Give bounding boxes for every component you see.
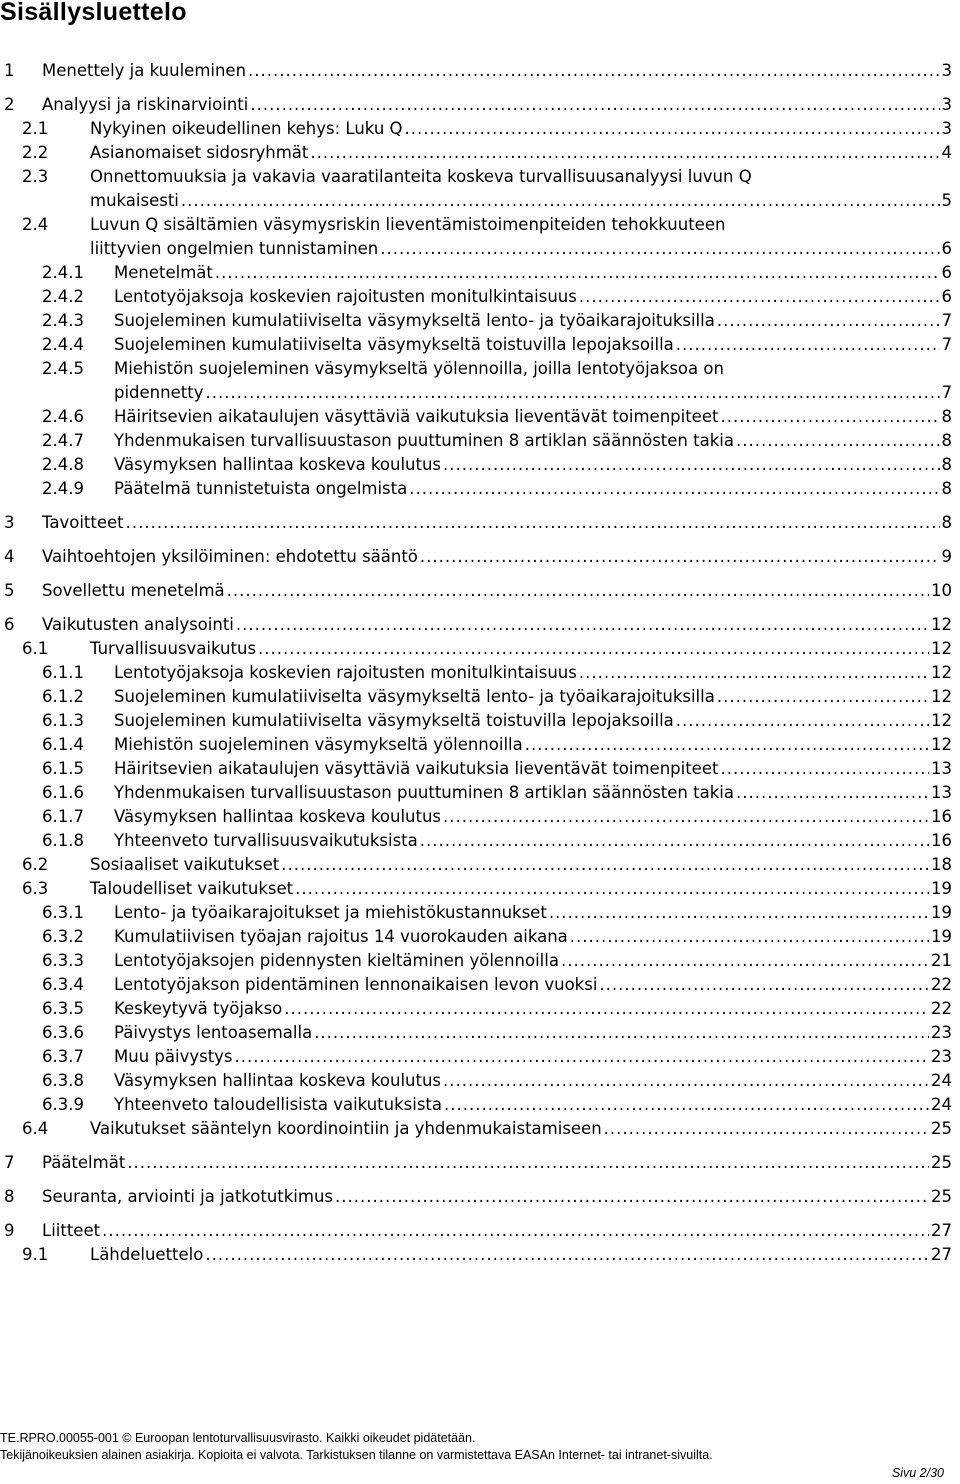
toc-entry-title: Yhteenveto turvallisuusvaikutuksista [114,831,418,850]
toc-entry-page: 10 [931,581,952,600]
toc-entry-page: 21 [931,951,952,970]
toc-entry-number: 6.1.3 [42,711,84,730]
dot-leader [281,854,929,876]
toc-entry[interactable] [0,1152,952,1174]
toc-entry-title-continued: mukaisesti [90,191,179,210]
dot-leader [181,190,940,212]
toc-entry-title: Menettely ja kuuleminen [42,61,247,80]
dot-leader [248,60,939,82]
toc-entry-number: 6.1.5 [42,759,84,778]
toc-entry-title: Seuranta, arviointi ja jatkotutkimus [42,1187,334,1206]
toc-entry-page: 7 [941,383,952,402]
toc-entry-page: 6 [941,239,952,258]
toc-entry-title-continued: pidennetty [114,383,204,402]
toc-entry-number: 9 [4,1221,15,1240]
toc-entry-title: Lentotyöjaksoja koskevien rajoitusten monitulkintaisuus [114,663,577,682]
dot-leader [335,1186,929,1208]
toc-entry-title: Liitteet [42,1221,101,1240]
toc-entry-page: 23 [931,1047,952,1066]
toc-entry[interactable] [0,854,952,876]
toc-entry[interactable] [0,1094,952,1116]
dot-leader [236,614,929,636]
footer-copyright: TE.RPRO.00055-001 © Euroopan lentoturvallisuusvirasto. Kaikki oikeudet pidätetään. [0,1431,476,1445]
toc-entry-title: Kumulatiivisen työajan rajoitus 14 vuorokauden aikana [114,927,568,946]
toc-entry[interactable] [0,1244,952,1266]
toc-entry-page: 12 [931,639,952,658]
toc-entry-title: Nykyinen oikeudellinen kehys: Luku Q [90,119,403,138]
toc-entry-page: 25 [931,1153,952,1172]
toc-entry-title: Vaihtoehtojen yksilöiminen: ehdotettu sääntö [42,547,418,566]
dot-leader [720,406,939,428]
toc-entry[interactable] [0,1118,952,1140]
dot-leader [604,1118,929,1140]
toc-entry-page: 24 [931,1095,952,1114]
toc-entry[interactable] [0,1046,952,1068]
toc-entry-number: 6.1.2 [42,687,84,706]
toc-entry[interactable] [0,580,952,602]
toc-entry-title: Sovellettu menetelmä [42,581,225,600]
toc-entry-page: 12 [931,615,952,634]
toc-entry[interactable] [0,334,952,356]
toc-entry-number: 8 [4,1187,15,1206]
toc-entry-page: 8 [941,431,952,450]
toc-entry[interactable] [0,974,952,996]
toc-entry-number: 6.3 [22,879,49,898]
page-number: Sivu 2/30 [891,1466,944,1480]
toc-entry-number: 6.4 [22,1119,49,1138]
dot-leader [409,478,939,500]
dot-leader [579,286,940,308]
toc-entry-number: 2.4.6 [42,407,84,426]
toc-entry-number: 6.1.6 [42,783,84,802]
dot-leader [295,878,929,900]
dot-leader [443,1070,929,1092]
toc-entry-number: 6.2 [22,855,49,874]
toc-entry-page: 18 [931,855,952,874]
toc-entry-title: Suojeleminen kumulatiiviselta väsymykseltä lento- ja työaikarajoituksilla [114,311,715,330]
toc-entry-number: 6 [4,615,15,634]
toc-entry-continuation[interactable] [0,238,952,260]
dot-leader [205,1244,929,1266]
toc-entry-page: 7 [941,311,952,330]
toc-entry[interactable] [0,926,952,948]
toc-entry-number: 6.3.5 [42,999,84,1018]
dot-leader [310,142,939,164]
toc-entry[interactable] [0,406,952,428]
toc-entry[interactable] [0,546,952,568]
toc-entry-title: Päätelmät [42,1153,126,1172]
toc-entry-number: 6.3.1 [42,903,84,922]
toc-entry-title: Yhteenveto taloudellisista vaikutuksista [114,1095,442,1114]
toc-entry[interactable] [0,782,952,804]
toc-entry[interactable] [0,830,952,852]
toc-entry-number: 4 [4,547,15,566]
toc-entry[interactable] [0,878,952,900]
toc-entry[interactable] [0,806,952,828]
toc-entry-page: 8 [941,455,952,474]
toc-entry-page: 4 [941,143,952,162]
toc-entry-number: 6.3.8 [42,1071,84,1090]
dot-leader [227,580,929,602]
dot-leader [405,118,940,140]
toc-entry-title: Suojeleminen kumulatiiviselta väsymykseltä toistuvilla lepojaksoilla [114,711,674,730]
toc-entry-number: 2.4.5 [42,359,84,378]
dot-leader [736,430,940,452]
dot-leader [126,512,940,534]
toc-entry-number: 2.4.1 [42,263,84,282]
toc-entry-page: 16 [931,807,952,826]
toc-entry[interactable] [0,1070,952,1092]
toc-entry-title: Lentotyöjaksoja koskevien rajoitusten monitulkintaisuus [114,287,577,306]
toc-entry-title: Suojeleminen kumulatiiviselta väsymykseltä lento- ja työaikarajoituksilla [114,687,715,706]
dot-leader [676,334,940,356]
dot-leader [250,94,939,116]
toc-entry[interactable] [0,950,952,972]
toc-entry[interactable] [0,998,952,1020]
toc-entry-page: 22 [931,975,952,994]
dot-leader [215,262,940,284]
dot-leader [736,782,929,804]
dot-leader [258,638,929,660]
dot-leader [443,454,939,476]
dot-leader [205,382,939,404]
toc-entry-number: 6.1 [22,639,49,658]
toc-entry-title: Tavoitteet [42,513,124,532]
toc-entry[interactable] [0,262,952,284]
toc-entry-title: Väsymyksen hallintaa koskeva koulutus [114,1071,442,1090]
toc-entry[interactable] [0,902,952,924]
dot-leader [570,926,929,948]
toc-entry-page: 19 [931,903,952,922]
toc-entry[interactable] [0,1186,952,1208]
toc-entry-number: 2.4.8 [42,455,84,474]
toc-entry-number: 2.4.9 [42,479,84,498]
page-title: Sisällysluettelo [0,0,187,26]
toc-entry-number: 6.1.1 [42,663,84,682]
toc-entry-page: 27 [931,1221,952,1240]
toc-entry-title: Lentotyöjaksojen pidennysten kieltäminen yölennoilla [114,951,559,970]
toc-entry-title: Luvun Q sisältämien väsymysriskin lieventämistoimenpiteiden tehokkuuteen [90,215,726,234]
toc-entry-title: Yhdenmukaisen turvallisuustason puuttuminen 8 artiklan säännösten takia [114,783,734,802]
toc-entry-page: 8 [941,407,952,426]
toc-entry-title: Asianomaiset sidosryhmät [90,143,309,162]
toc-entry-page: 3 [941,61,952,80]
toc-entry[interactable] [0,512,952,534]
toc-entry-page: 7 [941,335,952,354]
dot-leader [314,1022,929,1044]
toc-entry-title: Lento- ja työaikarajoitukset ja miehistökustannukset [114,903,547,922]
toc-entry[interactable] [0,310,952,332]
toc-entry-title: Häiritsevien aikataulujen väsyttäviä vaikutuksia lieventävät toimenpiteet [114,407,719,426]
toc-entry-number: 3 [4,513,15,532]
toc-entry-page: 12 [931,735,952,754]
toc-entry-title: Turvallisuusvaikutus [90,639,257,658]
toc-entry-number: 9.1 [22,1245,49,1264]
toc-entry-number: 6.1.7 [42,807,84,826]
toc-entry-title: Lähdeluettelo [90,1245,204,1264]
toc-entry-title: Päätelmä tunnistetuista ongelmista [114,479,408,498]
toc-entry[interactable] [0,94,952,116]
toc-entry-page: 19 [931,879,952,898]
toc-entry-continuation[interactable] [0,190,952,212]
toc-entry-number: 6.3.2 [42,927,84,946]
toc-entry-number: 6.3.7 [42,1047,84,1066]
dot-leader [102,1220,929,1242]
dot-leader [676,710,929,732]
toc-entry-number: 2.4.7 [42,431,84,450]
toc-entry-number: 6.3.9 [42,1095,84,1114]
toc-entry-number: 1 [4,61,15,80]
toc-entry-number: 2.4.4 [42,335,84,354]
toc-entry-number: 5 [4,581,15,600]
toc-entry-page: 19 [931,927,952,946]
dot-leader [420,830,929,852]
footer-disclaimer: Tekijänoikeuksien alainen asiakirja. Kopioita ei valvota. Tarkistuksen tilanne on varmistettava EASAn Internet- tai intranet-sivuilta. [0,1448,713,1462]
toc-entry[interactable] [0,286,952,308]
dot-leader [380,238,939,260]
toc-entry[interactable] [0,478,952,500]
toc-entry-page: 12 [931,711,952,730]
toc-entry-page: 6 [941,287,952,306]
toc-entry-title: Miehistön suojeleminen väsymykseltä yölennoilla [114,735,523,754]
dot-leader [720,758,929,780]
toc-entry[interactable] [0,662,952,684]
toc-entry-title: Lentotyöjakson pidentäminen lennonaikaisen levon vuoksi [114,975,598,994]
toc-entry-continuation[interactable] [0,382,952,404]
toc-entry[interactable] [0,214,952,236]
toc-entry-number: 2.4 [22,215,49,234]
toc-entry-number: 6.1.4 [42,735,84,754]
dot-leader [525,734,929,756]
toc-entry[interactable] [0,686,952,708]
toc-entry-number: 7 [4,1153,15,1172]
toc-entry-page: 5 [941,191,952,210]
toc-entry-page: 25 [931,1187,952,1206]
dot-leader [579,662,929,684]
toc-entry[interactable] [0,710,952,732]
toc-entry[interactable] [0,758,952,780]
toc-entry[interactable] [0,1220,952,1242]
toc-entry-number: 2.4.2 [42,287,84,306]
dot-leader [599,974,929,996]
toc-entry[interactable] [0,166,952,188]
toc-entry-page: 8 [941,479,952,498]
dot-leader [549,902,929,924]
dot-leader [443,806,929,828]
toc-entry[interactable] [0,454,952,476]
toc-entry-title: Taloudelliset vaikutukset [90,879,294,898]
toc-entry[interactable] [0,430,952,452]
dot-leader [284,998,929,1020]
toc-entry-title: Päivystys lentoasemalla [114,1023,313,1042]
toc-entry-page: 9 [941,547,952,566]
dot-leader [561,950,929,972]
toc-entry[interactable] [0,614,952,636]
toc-entry[interactable] [0,118,952,140]
toc-entry-number: 2 [4,95,15,114]
dot-leader [717,310,940,332]
dot-leader [235,1046,929,1068]
toc-entry-number: 6.3.4 [42,975,84,994]
toc-entry[interactable] [0,358,952,380]
toc-entry-title: Väsymyksen hallintaa koskeva koulutus [114,455,442,474]
toc-entry[interactable] [0,1022,952,1044]
toc-entry-title: Yhdenmukaisen turvallisuustason puuttuminen 8 artiklan säännösten takia [114,431,734,450]
toc-entry-page: 12 [931,687,952,706]
toc-entry[interactable] [0,60,952,82]
toc-entry-number: 6.3.6 [42,1023,84,1042]
dot-leader [717,686,929,708]
toc-entry-title: Miehistön suojeleminen väsymykseltä yölennoilla, joilla lentotyöjaksoa on [114,359,724,378]
toc-entry-title: Häiritsevien aikataulujen väsyttäviä vaikutuksia lieventävät toimenpiteet [114,759,719,778]
toc-entry-number: 2.3 [22,167,49,186]
toc-entry-page: 16 [931,831,952,850]
toc-entry-page: 3 [941,119,952,138]
toc-entry-number: 2.4.3 [42,311,84,330]
toc-entry-number: 2.2 [22,143,49,162]
toc-entry-page: 8 [941,513,952,532]
toc-entry-page: 12 [931,663,952,682]
toc-entry[interactable] [0,638,952,660]
toc-entry-title: Sosiaaliset vaikutukset [90,855,280,874]
toc-entry-title: Keskeytyvä työjakso [114,999,283,1018]
toc-entry-number: 2.1 [22,119,49,138]
toc-entry-title: Onnettomuuksia ja vakavia vaaratilanteita koskeva turvallisuusanalyysi luvun Q [90,167,752,186]
toc-entry-page: 13 [931,759,952,778]
toc-entry-number: 6.1.8 [42,831,84,850]
toc-entry-title-continued: liittyvien ongelmien tunnistaminen [90,239,379,258]
toc-entry-page: 23 [931,1023,952,1042]
toc-entry-page: 3 [941,95,952,114]
toc-entry-page: 13 [931,783,952,802]
toc-entry-page: 25 [931,1119,952,1138]
toc-entry[interactable] [0,142,952,164]
toc-entry-page: 24 [931,1071,952,1090]
toc-entry-title: Suojeleminen kumulatiiviselta väsymykseltä toistuvilla lepojaksoilla [114,335,674,354]
toc-entry-title: Vaikutusten analysointi [42,615,234,634]
toc-entry-number: 6.3.3 [42,951,84,970]
toc-entry-title: Muu päivystys [114,1047,233,1066]
toc-entry-title: Vaikutukset sääntelyn koordinointiin ja yhdenmukaistamiseen [90,1119,602,1138]
dot-leader [444,1094,929,1116]
toc-entry-title: Menetelmät [114,263,213,282]
toc-entry-title: Analyysi ja riskinarviointi [42,95,249,114]
toc-entry-title: Väsymyksen hallintaa koskeva koulutus [114,807,442,826]
toc-entry[interactable] [0,734,952,756]
toc-entry-page: 6 [941,263,952,282]
toc-entry-page: 22 [931,999,952,1018]
dot-leader [420,546,940,568]
dot-leader [127,1152,929,1174]
toc-entry-page: 27 [931,1245,952,1264]
